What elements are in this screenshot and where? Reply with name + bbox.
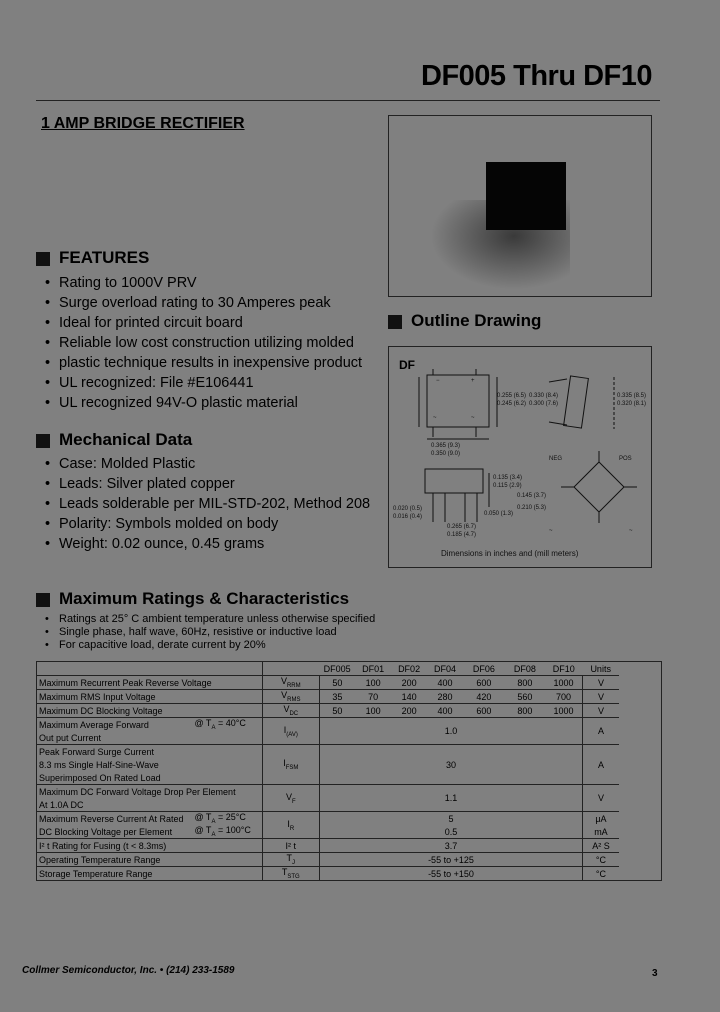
unit-cell: A <box>583 745 619 785</box>
condition-cell: @ $T_A = 100^\circ C$ <box>194 825 251 838</box>
list-item: • Case: Molded Plastic <box>45 454 370 474</box>
value-cell: 140 <box>391 690 427 704</box>
table-row <box>37 867 662 881</box>
unit-cell: V <box>583 704 619 718</box>
minus-terminal-label: − <box>436 378 440 384</box>
bridge-schematic <box>574 462 624 512</box>
section-bullet-icon <box>36 593 50 607</box>
param-cell: Maximum DC Forward Voltage Drop Per Element <box>37 785 263 799</box>
value-cell: 0.5 <box>319 825 583 839</box>
value-cell: 600 <box>463 676 505 690</box>
value-cell: 35 <box>319 690 355 704</box>
list-item: • Polarity: Symbols molded on body <box>45 514 370 534</box>
value-cell: 30 <box>319 745 583 785</box>
condition-cell: @ $T_A = 40^\circ C$ <box>192 718 262 732</box>
section-bullet-icon <box>36 252 50 266</box>
ac-terminal-label: ~ <box>549 528 553 534</box>
page-title: DF005 Thru DF10 <box>421 60 652 92</box>
value-cell: 1000 <box>545 676 583 690</box>
section-bullet-icon <box>388 315 402 329</box>
symbol-cell: $I_{FSM}$ <box>262 745 319 785</box>
symbol-cell: $V_F$ <box>262 785 319 812</box>
outline-heading: Outline Drawing <box>411 311 542 330</box>
features-section <box>36 248 362 413</box>
dim-label: 0.210 (5.3) <box>517 505 547 511</box>
param-cell: Storage Temperature Range <box>37 867 263 881</box>
list-item: • Ideal for printed circuit board <box>45 313 362 333</box>
mechanical-list <box>45 454 370 554</box>
param-cell: Out put Current <box>39 732 102 743</box>
param-cell: Superimposed On Rated Load <box>39 772 161 783</box>
param-cell: I² t Rating for Fusing (t < 8.3ms) <box>37 839 263 853</box>
dim-label: 0.050 (1.3) <box>484 511 514 517</box>
features-heading: FEATURES <box>59 248 150 267</box>
dim-label: 0.145 (3.7) <box>517 493 547 499</box>
outline-drawing-section <box>388 311 541 331</box>
table-header: DF08 <box>513 663 536 674</box>
neg-label: NEG <box>549 456 563 462</box>
value-cell: 1.1 <box>319 785 583 812</box>
value-cell: 600 <box>463 704 505 718</box>
unit-cell: A² S <box>583 839 619 853</box>
unit-cell: V <box>583 690 619 704</box>
list-item: • Weight: 0.02 ounce, 0.45 grams <box>45 534 370 554</box>
bridge-rectifier-package-image <box>486 162 566 230</box>
dim-label: 0.350 (9.0) <box>431 451 461 457</box>
symbol-cell: $T_J$ <box>262 853 319 867</box>
table-header: Units <box>590 663 611 674</box>
dim-label: 0.245 (6.2) <box>497 401 527 407</box>
table-row <box>37 839 662 853</box>
table-row <box>37 704 662 718</box>
value-cell: 280 <box>427 690 463 704</box>
dimensions-note: Dimensions in inches and (mill meters) <box>441 549 579 558</box>
value-cell: 100 <box>355 704 391 718</box>
symbol-cell: I² t <box>262 839 319 853</box>
plus-terminal-label: + <box>471 378 475 384</box>
dim-label: 0.016 (0.4) <box>393 514 423 520</box>
list-item: • Leads solderable per MIL-STD-202, Method 208 <box>45 494 370 514</box>
param-cell: Peak Forward Surge Current <box>37 745 263 759</box>
condition-cell: @ $T_A = 25^\circ C$ <box>192 812 262 826</box>
value-cell: 1000 <box>545 704 583 718</box>
dim-label: 0.265 (6.7) <box>447 524 477 530</box>
unit-cell: μA <box>583 812 619 826</box>
value-cell: 800 <box>505 676 545 690</box>
value-cell: 1.0 <box>319 718 583 745</box>
symbol-cell: $V_{DC}$ <box>262 704 319 718</box>
value-cell: 50 <box>319 704 355 718</box>
list-item: • UL recognized 94V-O plastic material <box>45 393 362 413</box>
table-header: DF10 <box>552 663 575 674</box>
list-item: • For capacitive load, derate current by 20% <box>45 639 375 652</box>
table-row <box>37 676 662 690</box>
value-cell: 70 <box>355 690 391 704</box>
value-cell: 560 <box>505 690 545 704</box>
ratings-table <box>36 661 662 881</box>
unit-cell: A <box>583 718 619 745</box>
mechanical-heading: Mechanical Data <box>59 430 193 449</box>
dim-label: 0.300 (7.6) <box>529 401 559 407</box>
table-header: DF01 <box>362 663 385 674</box>
symbol-cell: $V_{RMS}$ <box>262 690 319 704</box>
value-cell: 400 <box>427 676 463 690</box>
param-cell: Operating Temperature Range <box>37 853 263 867</box>
outline-drawing-svg <box>389 347 651 567</box>
ac-terminal-label: ~ <box>433 415 437 421</box>
unit-cell: V <box>583 676 619 690</box>
param-cell: DC Blocking Voltage per Element <box>39 826 173 837</box>
dim-label: 0.135 (3.4) <box>493 475 523 481</box>
max-ratings-section <box>36 589 375 652</box>
list-item: • Surge overload rating to 30 Amperes peak <box>45 293 362 313</box>
title-rule <box>36 100 660 101</box>
param-cell: At 1.0A DC <box>39 799 84 810</box>
page-number: 3 <box>652 968 658 979</box>
ac-terminal-label: ~ <box>629 528 633 534</box>
value-cell: 3.7 <box>319 839 583 853</box>
param-cell: Maximum DC Blocking Voltage <box>37 704 263 718</box>
dim-label: 0.185 (4.7) <box>447 532 477 538</box>
dim-label: 0.255 (6.5) <box>497 393 527 399</box>
footer-company: Collmer Semiconductor, Inc. • (214) 233-1589 <box>22 965 235 976</box>
pos-label: POS <box>619 456 632 462</box>
value-cell: 200 <box>391 704 427 718</box>
package-front-view <box>425 469 483 493</box>
ac-terminal-label: ~ <box>471 415 475 421</box>
table-row <box>37 785 662 799</box>
unit-cell: °C <box>583 867 619 881</box>
features-list <box>45 273 362 413</box>
value-cell: 50 <box>319 676 355 690</box>
symbol-cell: $V_{RRM}$ <box>262 676 319 690</box>
param-cell: Maximum RMS Input Voltage <box>37 690 263 704</box>
list-item: • UL recognized: File #E106441 <box>45 373 362 393</box>
value-cell: 200 <box>391 676 427 690</box>
symbol-cell: $I_R$ <box>262 812 319 839</box>
unit-cell: mA <box>583 825 619 839</box>
unit-cell: V <box>583 785 619 812</box>
table-row <box>37 812 662 826</box>
value-cell: 700 <box>545 690 583 704</box>
list-item: • Reliable low cost construction utilizing molded <box>45 333 362 353</box>
table-header: DF06 <box>472 663 495 674</box>
value-cell: 400 <box>427 704 463 718</box>
param-cell: Maximum Reverse Current At Rated <box>37 812 193 826</box>
param-cell: 8.3 ms Single Half-Sine-Wave <box>39 759 159 770</box>
table-row <box>37 745 662 759</box>
param-cell: Maximum Average Forward <box>37 718 193 732</box>
list-item: • Ratings at 25° C ambient temperature unless otherwise specified <box>45 613 375 626</box>
symbol-cell: $T_{STG}$ <box>262 867 319 881</box>
symbol-cell: $I_{(AV)}$ <box>262 718 319 745</box>
table-row <box>37 825 662 839</box>
value-cell: -55 to +125 <box>319 853 583 867</box>
package-label: DF <box>399 358 415 372</box>
value-cell: 800 <box>505 704 545 718</box>
section-bullet-icon <box>36 434 50 448</box>
dim-label: 0.320 (8.1) <box>617 401 647 407</box>
list-item-continued: • plastic technique results in inexpensive product <box>45 353 362 373</box>
table-header: DF02 <box>398 663 421 674</box>
value-cell: 5 <box>319 812 583 826</box>
ratings-notes-list <box>45 613 375 652</box>
max-ratings-heading: Maximum Ratings & Characteristics <box>59 589 350 608</box>
list-item: • Leads: Silver plated copper <box>45 474 370 494</box>
table-row <box>37 690 662 704</box>
table-row <box>37 853 662 867</box>
table-header-row <box>37 662 662 676</box>
table-header: DF005 <box>323 663 351 674</box>
value-cell: 100 <box>355 676 391 690</box>
unit-cell: °C <box>583 853 619 867</box>
value-cell: -55 to +150 <box>319 867 583 881</box>
dim-label: 0.115 (2.9) <box>493 483 522 489</box>
list-item: • Rating to 1000V PRV <box>45 273 362 293</box>
table-header: DF04 <box>434 663 457 674</box>
param-cell: Maximum Recurrent Peak Reverse Voltage <box>37 676 263 690</box>
dim-label: 0.330 (8.4) <box>529 393 559 399</box>
package-side-view <box>564 376 589 428</box>
product-subtitle: 1 AMP BRIDGE RECTIFIER <box>41 115 245 132</box>
outline-drawing <box>388 346 652 568</box>
table-row <box>37 718 662 732</box>
dim-label: 0.365 (9.3) <box>431 443 461 449</box>
mechanical-data-section <box>36 430 370 554</box>
dim-label: 0.020 (0.5) <box>393 506 423 512</box>
dim-label: 0.335 (8.5) <box>617 393 647 399</box>
list-item: • Single phase, half wave, 60Hz, resistive or inductive load <box>45 626 375 639</box>
value-cell: 420 <box>463 690 505 704</box>
